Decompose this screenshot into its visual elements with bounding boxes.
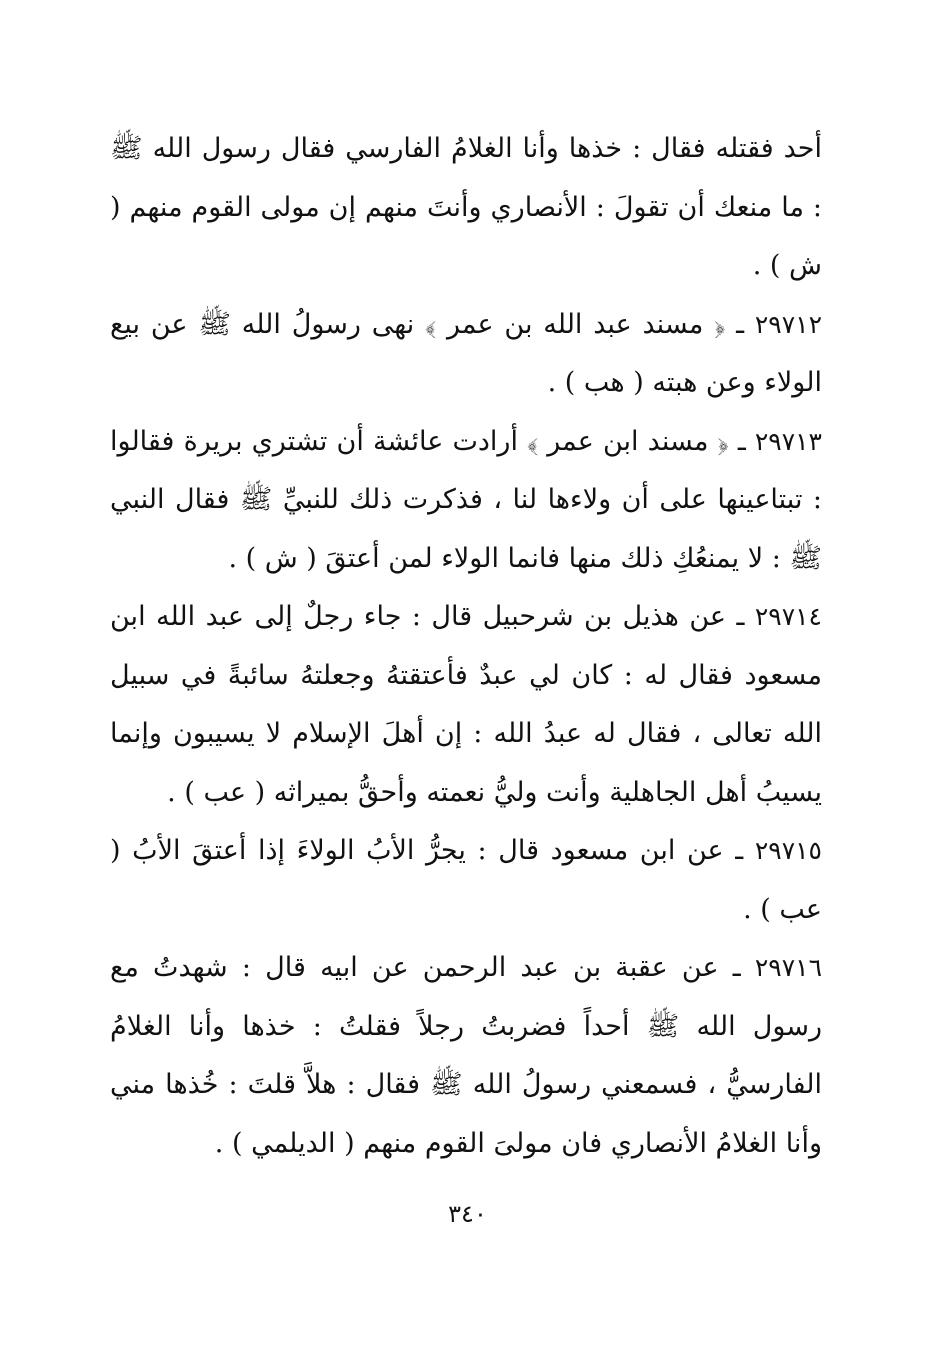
- entry-number: ٢٩٧١٤: [754, 602, 822, 631]
- paragraph-text: أحد فقتله فقال : خذها وأنا الغلامُ الفارسي فقال رسول الله ﷺ : ما منعك أن تقولَ : الأنصاري وأنتَ منهم إن مولى القوم منهم ( ش ) .: [110, 133, 822, 281]
- entry-text: ـ ﴿ مسند ابن عمر ﴾ أرادت عائشة أن تشتري بريرة فقالوا : تبتاعينها على أن ولاءها لنا ، فذكرت ذلك للنبيِّ ﷺ فقال النبي ﷺ : لا يمنعُكِ ذلك منها فانما الولاء لمن أعتقَ ( ش ) .: [110, 425, 822, 574]
- entry-text: ـ عن عقبة بن عبد الرحمن عن ابيه قال : شهدتُ مع رسول الله ﷺ أحداً فضربتُ رجلاً فقلتُ : خذها وأنا الغلامُ الفارسيُّ ، فسمعني رسولُ الله ﷺ فقال : هلاَّ قلتَ : خُذها مني وأنا الغلامُ الأنصاري فان مولىَ القوم منهم ( الديلمي ) .: [110, 952, 822, 1159]
- entry-text: ـ ﴿ مسند عبد الله بن عمر ﴾ نهى رسولُ الله ﷺ عن بيع الولاء وعن هبته ( هب ) .: [110, 308, 822, 398]
- entry-number: ٢٩٧١٦: [754, 953, 822, 982]
- entry-text: ـ عن ابن مسعود قال : يجرُّ الأبُ الولاءَ إذا أعتقَ الأبُ ( عب ) .: [110, 835, 822, 925]
- hadith-entry-29716: [110, 939, 822, 1173]
- hadith-entry-29713: [110, 413, 822, 589]
- page-body: [110, 120, 822, 1173]
- entry-number: ٢٩٧١٢: [754, 309, 822, 339]
- entry-text: ـ عن هذيل بن شرحبيل قال : جاء رجلٌ إلى عبد الله ابن مسعود فقال له : كان لي عبدٌ فأعتقتهُ وجعلتهُ سائبةً في سبيل الله تعالى ، فقال له عبدُ الله : إن أهلَ الإسلام لا يسيبون وإنما يسيبُ أهل الجاهلية وأنت وليُّ نعمته وأحقُّ بميراثه ( عب ) .: [110, 601, 822, 808]
- hadith-entry-29715: [110, 822, 822, 939]
- page-number: ٣٤٠: [448, 1200, 487, 1228]
- hadith-entry-29712: [110, 296, 822, 413]
- hadith-entry-29714: [110, 588, 822, 822]
- paragraph-continuation: [110, 120, 822, 296]
- entry-number: ٢٩٧١٣: [754, 426, 822, 456]
- entry-number: ٢٩٧١٥: [754, 836, 822, 865]
